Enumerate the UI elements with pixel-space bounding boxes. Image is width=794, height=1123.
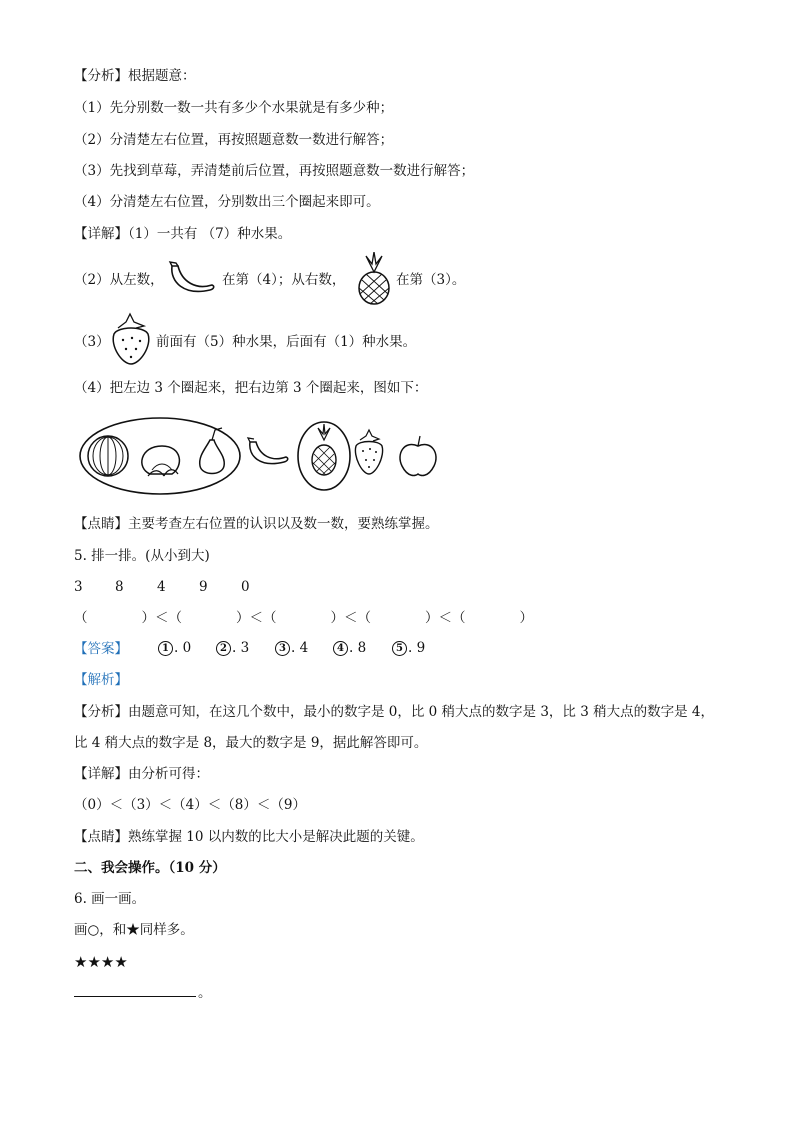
- q5-number-3: 4: [157, 579, 166, 595]
- q6-stars: ★★★★: [74, 953, 128, 971]
- analysis-point-2: （2）分清楚左右位置，再按照题意数一数进行解答；: [74, 132, 394, 148]
- q5-title: 5. 排一排。(从小到大): [74, 548, 210, 564]
- detail-line-2-c: 在第（3）。: [396, 272, 466, 288]
- strawberry-icon: [108, 312, 154, 366]
- pineapple-circle: [298, 422, 350, 490]
- banana-icon: [248, 438, 288, 464]
- analysis-point-3: （3）先找到草莓，弄清楚前后位置，再按照题意数一数进行解答；: [74, 163, 475, 179]
- q5-analysis-line-2: 比 4 稍大点的数字是 8，最大的数字是 9，据此解答即可。: [74, 735, 428, 751]
- q5-blanks-row: （ ）＜（ ）＜（ ）＜（ ）＜（ ）: [74, 610, 533, 626]
- q5-result: （0）＜（3）＜（4）＜（8）＜（9）: [74, 797, 306, 813]
- detail-tag: 【详解】: [74, 226, 128, 242]
- q5-detail-tag: 【详解】: [74, 766, 128, 782]
- q5-answer-1: [158, 640, 191, 656]
- q5-number-4: 9: [199, 579, 208, 595]
- q5-note-text: 熟练掌握 10 以内数的比大小是解决此题的关键。: [128, 829, 424, 845]
- answer-value-5: . 9: [408, 640, 426, 656]
- q5-jiexi-tag: 【解析】: [74, 672, 128, 688]
- strawberry-icon: [355, 430, 382, 474]
- q5-answer-2: [216, 640, 249, 656]
- q6-answer-blank[interactable]: [74, 996, 196, 997]
- answer-mark-2: 2: [216, 641, 231, 656]
- pineapple-icon: [354, 252, 394, 306]
- point-note-text: 主要考查左右位置的认识以及数一数，要熟练掌握。: [128, 516, 439, 532]
- q5-note-line: [74, 827, 424, 847]
- q5-answer-4: [333, 640, 366, 656]
- analysis-tag: 【分析】: [74, 68, 128, 84]
- answer-mark-5: 5: [392, 641, 407, 656]
- answer-mark-4: 4: [333, 641, 348, 656]
- q5-number-2: 8: [115, 579, 124, 595]
- q5-detail-line: [74, 764, 209, 784]
- q5-number-1: 3: [74, 579, 83, 595]
- detail-text-1: （1）一共有 （7）种水果。: [128, 226, 292, 242]
- fruit-illustration: [78, 416, 448, 496]
- answer-value-1: . 0: [174, 640, 192, 656]
- pineapple-icon: [312, 424, 336, 475]
- watermelon-icon: [88, 436, 128, 476]
- q5-analysis-line-1: [74, 702, 714, 722]
- q5-note-tag: 【点睛】: [74, 829, 128, 845]
- section-2-title: 二、我会操作。（10 分）: [74, 860, 226, 876]
- q6-title: 6. 画一画。: [74, 891, 146, 907]
- detail-line-3-a: （3）: [74, 334, 110, 350]
- q6-instruction: 画○，和★同样多。: [74, 922, 194, 938]
- banana-icon: [166, 260, 218, 300]
- q5-detail-text: 由分析可得：: [128, 766, 209, 782]
- answer-value-2: . 3: [232, 640, 250, 656]
- analysis-point-4: （4）分清楚左右位置，分别数出三个圈起来即可。: [74, 194, 380, 210]
- q5-analysis-tag: 【分析】: [74, 704, 128, 720]
- q5-number-5: 0: [241, 579, 250, 595]
- point-note-tag: 【点睛】: [74, 516, 128, 532]
- q6-end-mark: 。: [198, 985, 212, 1001]
- detail-line-2-b: 在第（4）；从右数，: [222, 272, 346, 288]
- peach-icon: [142, 446, 180, 476]
- pear-icon: [200, 428, 225, 474]
- point-note-line-1: [74, 514, 439, 534]
- q5-analysis-text-1: 由题意可知，在这几个数中，最小的数字是 0，比 0 稍大点的数字是 3，比 3 稍大点的数字是 4，: [128, 704, 714, 720]
- answer-mark-3: 3: [275, 641, 290, 656]
- detail-line-4: （4）把左边 3 个圈起来，把右边第 3 个圈起来，图如下：: [74, 380, 428, 396]
- detail-line-3-b: 前面有（5）种水果，后面有（1）种水果。: [156, 334, 417, 350]
- answer-value-4: . 8: [349, 640, 367, 656]
- analysis-point-1: （1）先分别数一数一共有多少个水果就是有多少种；: [74, 100, 394, 116]
- analysis-line: [74, 66, 196, 86]
- q5-answer-5: [392, 640, 425, 656]
- detail-line-2-a: （2）从左数，: [74, 272, 164, 288]
- apple-icon: [400, 436, 436, 476]
- detail-line-1: [74, 224, 291, 244]
- q5-answer-tag: 【答案】: [74, 641, 128, 657]
- answer-value-3: . 4: [291, 640, 309, 656]
- q5-answer-3: [275, 640, 308, 656]
- analysis-intro: 根据题意：: [128, 68, 196, 84]
- answer-mark-1: 1: [158, 641, 173, 656]
